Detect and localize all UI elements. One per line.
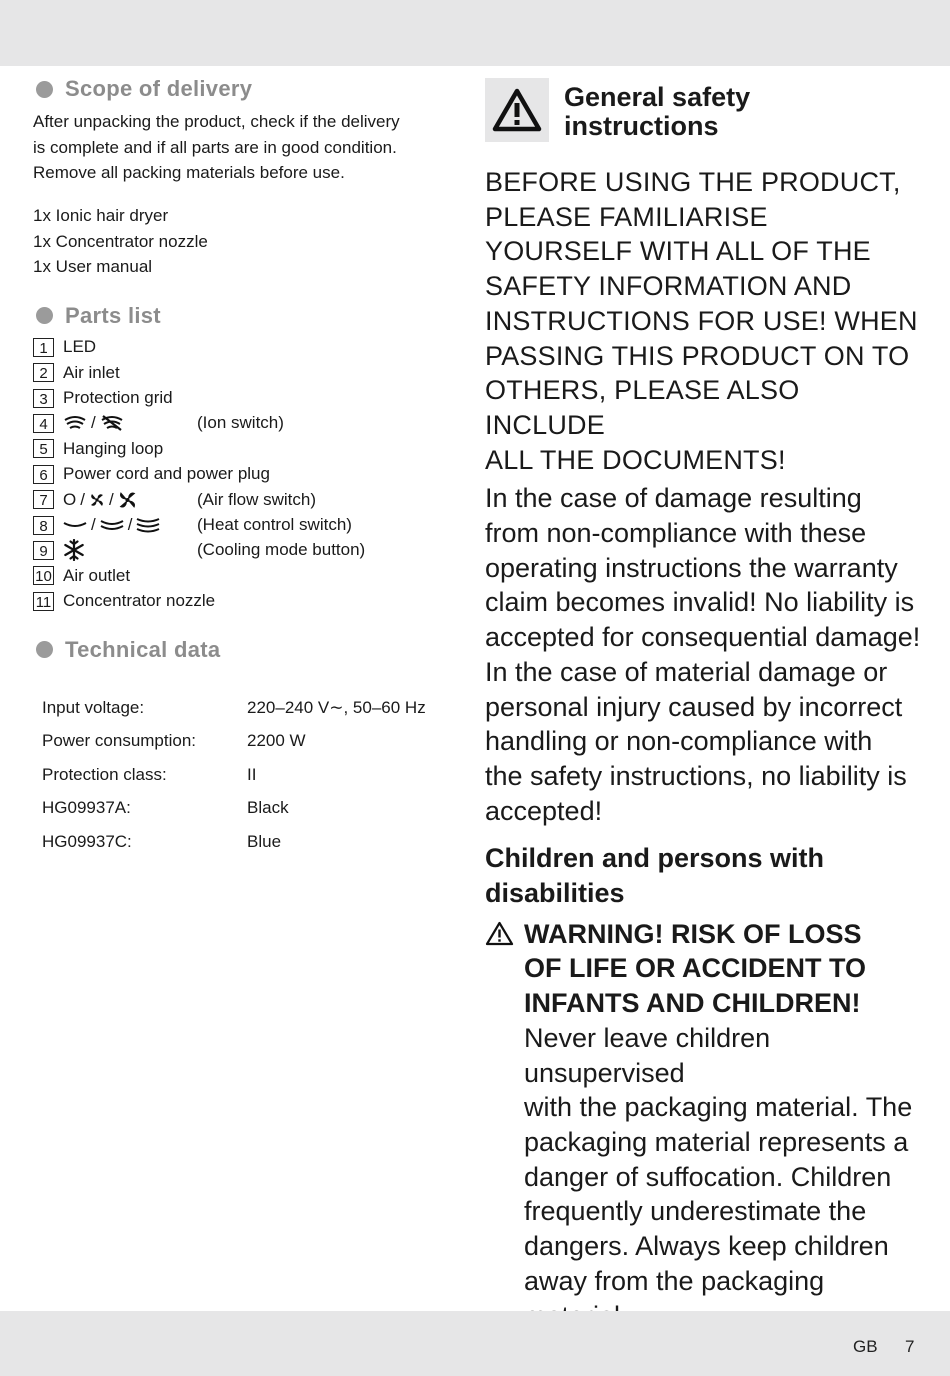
part-number: 4 [33,414,54,433]
bullet-icon [36,307,53,324]
text-line: ALL THE DOCUMENTS! [485,444,786,475]
separator: / [108,489,114,509]
list-item [33,512,463,537]
text-line: OF LIFE OR ACCIDENT TO [524,953,866,984]
text-line: handling or non-compliance with [485,726,873,757]
part-label: Air inlet [63,362,120,382]
text-line: claim becomes invalid! No liability is [485,587,915,618]
table-row [42,825,463,859]
text-line: PLEASE FAMILIARISE [485,201,768,232]
text-line: frequently underestimate the [524,1196,867,1227]
table-row [42,791,463,825]
top-band [0,0,950,66]
text-line: danger of suffocation. Children [524,1161,892,1192]
section-header-tech [33,633,463,667]
snowflake-icon [63,539,85,561]
warning-triangle-icon [485,921,514,946]
text-line: Never leave children unsupervised [524,1022,771,1088]
heat-low-icon [63,518,87,532]
warning-box [485,78,549,142]
title-line: disabilities [485,878,625,909]
list-item [33,436,463,461]
bullet-icon [36,641,53,658]
part-label: Power cord and power plug [63,464,270,484]
list-item [33,563,463,588]
list-item: 1x User manual [33,257,153,277]
page-number: 7 [905,1337,915,1356]
separator: / [91,515,96,535]
general-safety-header [485,78,925,142]
text-line: SAFETY INFORMATION AND [485,271,852,302]
text-line: OTHERS, PLEASE ALSO INCLUDE [485,375,800,440]
tech-value: 220–240 V∼, 50–60 Hz [247,697,426,717]
left-column [33,72,463,858]
title-line: instructions [564,111,719,141]
airflow-icons [63,490,197,510]
section-title: Technical data [65,636,221,662]
part-number: 11 [33,592,54,611]
ion-on-icon [63,415,87,431]
footer-language: GB [853,1337,878,1356]
warning-heading [524,917,925,1021]
text-line: BEFORE USING THE PRODUCT, [485,167,901,197]
bullet-icon [36,81,53,98]
text-line: In the case of damage resulting [485,483,862,514]
part-label: LED [63,337,97,357]
part-number: 2 [33,363,54,382]
scope-paragraph [33,109,463,186]
list-item [33,335,463,360]
separator: / [91,413,96,433]
text-line: packaging material represents a [524,1126,909,1157]
section-header-scope [33,72,463,106]
part-number: 9 [33,541,54,560]
children-section-title [485,841,925,910]
cooling-icons [63,539,197,561]
section-title: Parts list [65,302,161,328]
safety-caps-paragraph [485,165,925,477]
text-line: personal injury caused by incorrect [485,691,903,722]
tech-table [42,691,463,859]
text-line: In the case of material damage or [485,656,888,687]
tech-label: Protection class: [42,764,167,784]
part-label: Protection grid [63,388,173,408]
delivery-list [33,203,463,280]
separator: / [80,489,85,509]
part-label: Hanging loop [63,438,164,458]
text-line: with the packaging material. The [524,1092,913,1123]
list-item [33,487,463,512]
liability-paragraph [485,481,925,828]
text-line: Remove all packing materials before use. [33,163,345,183]
text-line: dangers. Always keep children [524,1231,889,1262]
section-title: Scope of delivery [65,76,253,101]
general-safety-title [564,83,750,141]
part-number: 10 [33,566,54,585]
text-line: WARNING! RISK OF LOSS [524,918,862,949]
tech-value: II [247,764,257,784]
text-line: accepted for consequential damage! [485,622,921,653]
tech-value: Black [247,798,289,818]
off-symbol: O [63,489,77,509]
title-line: General safety [564,82,751,112]
bottom-band [0,1311,950,1376]
part-label: (Air flow switch) [197,489,317,509]
text-line: operating instructions the warranty [485,552,898,583]
tech-value: Blue [247,831,282,851]
ion-icons [63,413,197,433]
heat-icons [63,515,197,535]
part-number: 1 [33,338,54,357]
text-line: accepted! [485,795,603,826]
part-number: 7 [33,490,54,509]
warning-block [485,917,925,1333]
list-item [33,538,463,563]
separator: / [127,515,133,535]
parts-list [33,335,463,614]
list-item [33,385,463,410]
heat-medium-icon [100,518,124,532]
heat-high-icon [136,517,160,533]
part-number: 3 [33,389,54,408]
ion-off-icon [100,415,124,431]
section-header-parts [33,299,463,333]
list-item: 1x Ionic hair dryer [33,206,169,226]
warning-triangle-icon [492,88,542,132]
part-number: 5 [33,439,54,458]
title-line: Children and persons with [485,843,825,874]
warning-body [524,1021,925,1333]
tech-value: 2200 W [247,731,306,751]
table-row [42,691,463,725]
text-line: YOURSELF WITH ALL OF THE [485,236,871,267]
tech-label: HG09937C: [42,831,132,851]
part-number: 8 [33,516,54,535]
text-line: PASSING THIS PRODUCT ON TO [485,340,910,371]
list-item [33,360,463,385]
part-label: Air outlet [63,565,131,585]
tech-label: HG09937A: [42,798,131,818]
text-line: After unpacking the product, check if the delivery [33,112,400,131]
fan-high-icon [118,491,137,509]
part-label: (Ion switch) [197,413,284,433]
text-line: the safety instructions, no liability is [485,760,907,791]
right-column [485,78,925,1333]
text-line: from non-compliance with these [485,518,867,549]
text-line: INFANTS AND CHILDREN! [524,988,861,1019]
table-row [42,758,463,792]
tech-label: Power consumption: [42,731,197,751]
part-label: (Cooling mode button) [197,540,366,560]
list-item: 1x Concentrator nozzle [33,231,208,251]
text-line: INSTRUCTIONS FOR USE! WHEN [485,305,918,336]
part-number: 6 [33,465,54,484]
text-line: is complete and if all parts are in good condition. [33,137,397,157]
table-row [42,724,463,758]
tech-label: Input voltage: [42,697,145,717]
part-label: (Heat control switch) [197,515,352,535]
list-item [33,411,463,436]
list-item [33,589,463,614]
list-item [33,462,463,487]
part-label: Concentrator nozzle [63,591,216,611]
text-line: away from the packaging [524,1265,825,1296]
fan-low-icon [89,492,105,508]
